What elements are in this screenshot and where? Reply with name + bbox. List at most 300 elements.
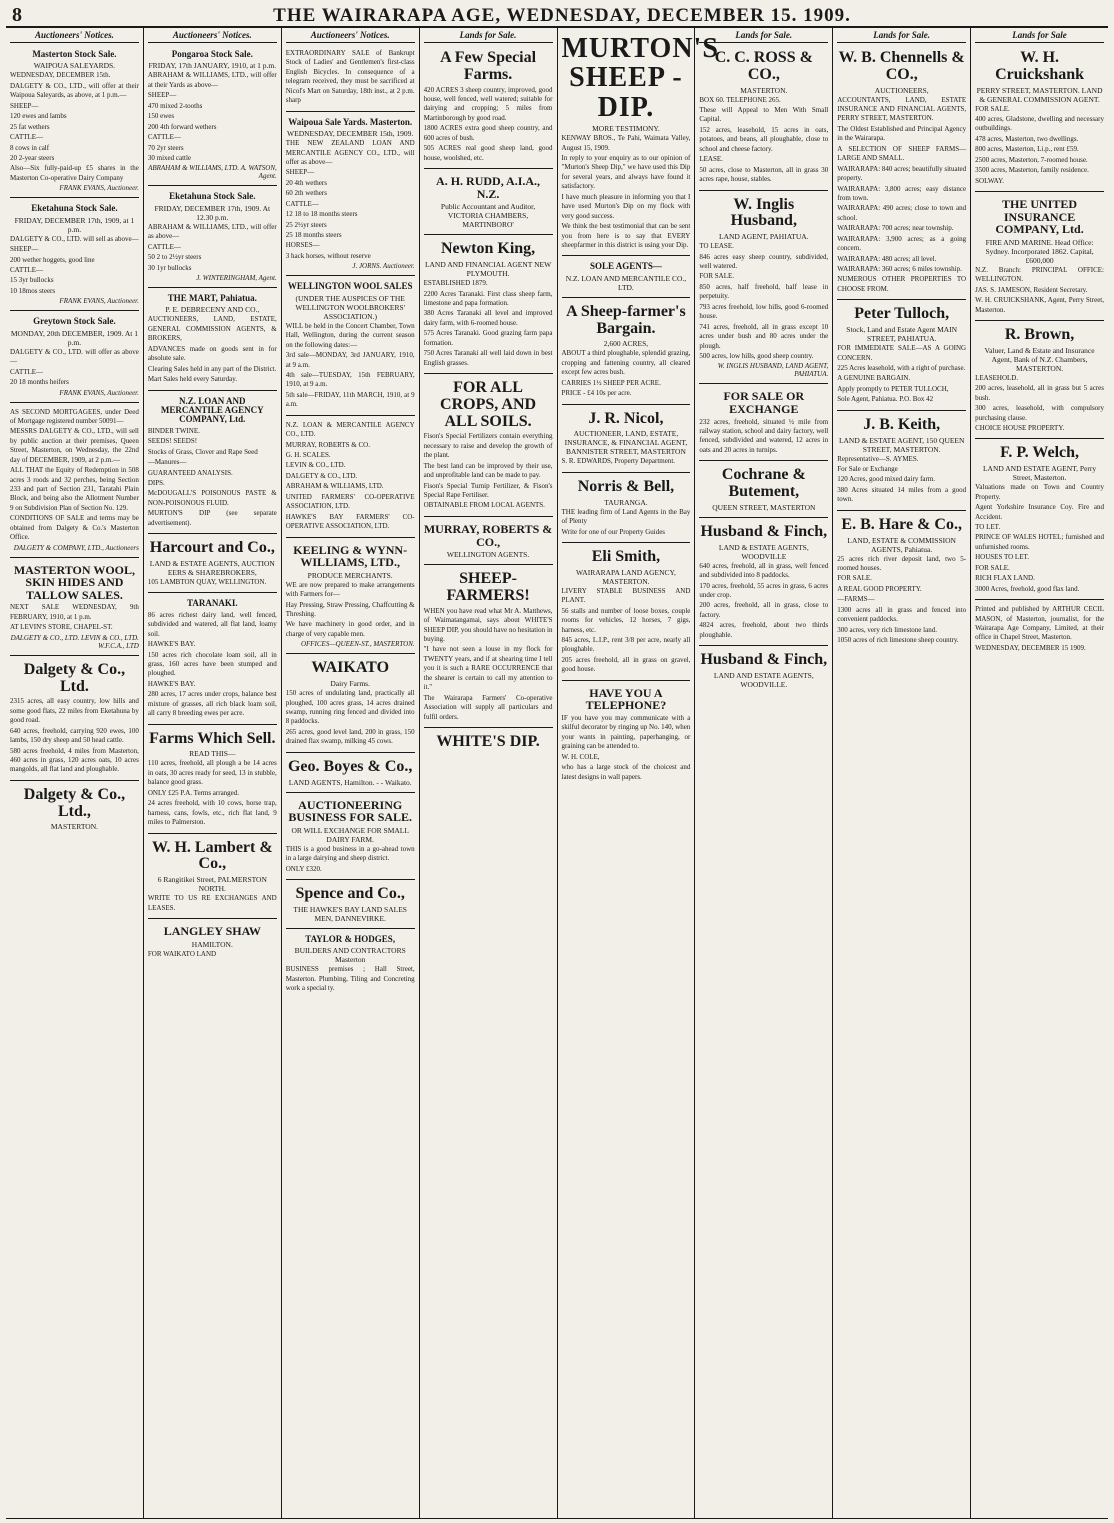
ad-text: 2315 acres, all easy country, low hills and some good flats, 22 miles from Eketahuna by good road. — [10, 697, 139, 725]
ad-text: A SELECTION OF SHEEP FARMS—LARGE AND SMALL. — [837, 144, 967, 163]
ad-text: Fison's Special Turnip Fertilizer, & Fison's Special Rape Fertiliser. — [423, 481, 553, 500]
ad-text: 3rd sale—MONDAY, 3rd JANUARY, 1910, at 9 a.m. — [285, 351, 415, 369]
ad-text: Mart Sales held every Saturday. — [147, 375, 238, 384]
ad-text: McDOUGALL'S POISONOUS PASTE & NON-POISONOUS FLUID. — [147, 489, 277, 507]
ad-text: RICH FLAX LAND. — [975, 574, 1035, 583]
ad-text: 152 acres, leasehold, 15 acres in oats, potatoes, and beans, all ploughable, close to school and cheese factory. — [699, 125, 829, 153]
advertisement — [975, 194, 1104, 321]
ad-text: These will Appeal to Men With Small Capital. — [699, 106, 829, 124]
advertisement — [286, 278, 415, 415]
ad-text: 120 ewes and lambs — [10, 112, 67, 121]
newspaper-title: THE WAIRARAPA AGE, WEDNESDAY, DECEMBER 15. 1909. — [273, 5, 851, 26]
column-8 — [971, 28, 1108, 1518]
ad-text: who has a large stock of the choicest and latest designs in wall papers. — [561, 763, 691, 781]
ad-title: SHEEP-FARMERS! — [446, 570, 530, 604]
ad-text: 150 acres of undulating land, practically all ploughed, 100 acres grass, 14 acres drained swamp, running ring fenced and divided into 8 paddocks. — [285, 689, 415, 726]
column-heading: Auctioneers' Notices. — [10, 30, 139, 43]
ad-text: 70 2yr steers — [147, 143, 184, 152]
advertisement — [286, 418, 415, 538]
ad-title: W. H. Cruickshank — [995, 49, 1085, 83]
advertisement — [837, 302, 966, 410]
ad-text: The Oldest Established and Principal Agency in the Wairarapa. — [837, 124, 967, 143]
ad-text: 150 acres rich chocolate loam soil, all in grass, 160 acres have been stumped and ploughed. — [147, 650, 277, 678]
ad-text: 2500 acres, Masterton, 7-roomed house. — [975, 155, 1088, 164]
advertisement — [10, 200, 139, 311]
ad-text: A GENUINE BARGAIN. — [837, 374, 911, 383]
ad-text: GUARANTEED ANALYSIS. — [147, 468, 233, 477]
ad-text: WEDNESDAY, DECEMBER 15th. — [10, 71, 111, 80]
ad-text: 1800 ACRES extra good sheep country, and 600 acres of bush. — [423, 124, 553, 142]
advertisement — [148, 727, 277, 834]
ad-text: 15 3yr bullocks — [10, 276, 54, 285]
ad-title: Farms Which Sell. — [149, 729, 276, 747]
ad-text: HAWKE'S BAY FARMERS' CO-OPERATIVE ASSOCIATION, LTD. — [285, 512, 415, 531]
ad-title: HAVE YOU A TELEPHONE? — [585, 685, 667, 713]
ad-text: —FARMS— — [837, 595, 875, 604]
advertisement — [699, 386, 828, 461]
ad-text: CATTLE— — [10, 266, 44, 274]
ad-signature: W. INGLIS HUSBAND, LAND AGENT, PAHIATUA. — [717, 362, 829, 379]
ad-text: 3000 Acres, freehold, good flax land. — [975, 584, 1080, 593]
ad-subtitle: HAMILTON. — [191, 939, 233, 949]
ad-title: Harcourt and Co., — [149, 539, 275, 557]
ad-text: CONDITIONS OF SALE and terms may be obtained from Dalgety & Co.'s Masterton Office. — [10, 514, 139, 542]
advertisement — [148, 836, 277, 919]
ad-text: CATTLE— — [147, 242, 181, 251]
advertisement — [699, 46, 828, 191]
ad-subtitle: QUEEN STREET, MASTERTON — [712, 502, 816, 512]
ad-text: G. H. SCALES. — [285, 451, 331, 459]
ad-text: In reply to your enquiry as to our opinion of "Murton's Sheep Dip," we have used this Dip for several years, and always have found it satisfactory. — [561, 154, 691, 191]
ad-text: 225 Acres leasehold, with a right of purchase. — [837, 364, 966, 373]
ad-subtitle: BUILDERS AND CONTRACTORS Masterton — [294, 946, 406, 965]
ad-title: Cochrane & Butement, — [721, 466, 806, 501]
advertisement — [562, 475, 691, 543]
ad-text: 750 Acres Taranaki all well laid down in best English grasses. — [423, 349, 553, 367]
ad-text: WE are now prepared to make arrangements with Farmers for— — [285, 580, 415, 599]
advertisement — [975, 602, 1104, 658]
column-7 — [833, 28, 971, 1518]
ad-subtitle: Stock, Land and Estate Agent MAIN STREET, PAHIATUA. — [846, 325, 958, 344]
ad-text: FOR WAIKATO LAND — [147, 949, 217, 958]
ad-text: HOUSES TO LET. — [975, 553, 1029, 562]
ad-signature: DALGETY & COMPANY, LTD., Auctioneers — [13, 543, 139, 552]
ad-text: ONLY £320. — [285, 864, 322, 873]
advertisement — [975, 46, 1104, 192]
ad-text: Agent Yorkshire Insurance Coy. Fire and Accident. — [975, 503, 1104, 521]
ad-text: Stocks of Grass, Clover and Rape Seed — [147, 447, 258, 456]
ad-text: Write for one of our Property Guides — [561, 527, 666, 536]
ad-text: BOX 60. TELEPHONE 265. — [699, 95, 781, 104]
ad-text: 8 cows in calf — [10, 143, 50, 152]
ad-subtitle: Valuer, Land & Estate and Insurance Agent, Bank of N.Z. Chambers, MASTERTON. — [984, 345, 1095, 373]
ad-title: E. B. Hare & Co., — [841, 515, 962, 533]
columns — [6, 28, 1108, 1519]
ad-text: FOR SALE. — [975, 104, 1010, 113]
ad-subtitle: AUCTIONEER, LAND, ESTATE, INSURANCE, & FINANCIAL AGENT, BANNISTER STREET, MASTERTON — [564, 429, 688, 457]
ad-text: 850 acres, half freehold, half lease in perpetuity. — [699, 282, 829, 301]
advertisement — [286, 656, 415, 752]
ad-text: AS SECOND MORTGAGEES, under Deed of Mortgage registered number 50091— — [10, 407, 139, 425]
ad-text: 2200 Acres Taranaki. First class sheep farm, limestone and papa formation. — [423, 289, 553, 307]
ad-title: FOR ALL CROPS, AND ALL SOILS. — [440, 379, 537, 430]
advertisement — [148, 595, 277, 724]
ad-subtitle: LAND & ESTATE AGENT, 150 QUEEN STREET, MASTERTON. — [838, 435, 965, 454]
ad-title: Norris & Bell, — [577, 477, 675, 495]
ad-subtitle: OR WILL EXCHANGE FOR SMALL DAIRY FARM. — [291, 825, 409, 844]
ad-text: Fison's Special Fertilizers contain everything necessary to raise and develop the growth of the plant. — [423, 432, 553, 460]
advertisement — [837, 413, 966, 511]
ad-text: CATTLE— — [147, 133, 181, 142]
advertisement — [424, 730, 553, 757]
ad-signature: DALGETY & CO., LTD. LEVIN & CO., LTD. W.F.C.A., LTD — [10, 633, 139, 650]
ad-text: SHEEP— — [285, 168, 315, 177]
ad-text: FOR IMMEDIATE SALE—AS A GOING CONCERN. — [837, 344, 967, 362]
ad-subtitle: READ THIS— — [189, 749, 236, 759]
ad-text: JAS. S. JAMESON, Resident Secretary. — [975, 285, 1088, 294]
ad-text: 4th sale—TUESDAY, 15th FEBRUARY, 1910, at 9 a.m. — [285, 370, 415, 389]
ad-text: 1300 acres all in grass and fenced into convenient paddocks. — [837, 605, 967, 624]
ad-text: TO LEASE. — [699, 242, 734, 251]
ad-title: Dalgety & Co., Ltd. — [23, 660, 126, 695]
ad-subtitle: AUCTIONEERS, — [874, 85, 929, 95]
advertisement — [10, 658, 139, 781]
advertisement — [424, 376, 553, 517]
ad-text: 800 acres, Masterton, Li.p., rent £59. — [975, 145, 1079, 154]
ad-subtitle: N.Z. LOAN AND MERCANTILE CO., LTD. — [565, 273, 687, 292]
column-heading: Auctioneers' Notices. — [286, 30, 415, 43]
ad-text: ABRAHAM & WILLIAMS, LTD. — [285, 482, 384, 491]
advertisement — [148, 188, 277, 288]
ad-text: 105 LAMBTON QUAY, WELLINGTON. — [147, 577, 267, 586]
advertisement — [148, 46, 277, 186]
ad-subtitle: MASTERTON. — [740, 85, 788, 95]
advertisement — [10, 46, 139, 198]
advertisement — [286, 931, 415, 999]
ad-text: FOR SALE. — [837, 574, 872, 583]
ad-text: I have much pleasure in informing you that I have used Murton's Dip on my flock with very good success. — [561, 192, 691, 220]
ad-text: 741 acres, freehold, all in grass except 10 acres under bush and 80 acres under the plough. — [699, 322, 829, 350]
ad-text: Also—Six fully-paid-up £5 shares in the Masterton Co-operative Dairy Company — [10, 164, 139, 182]
ad-text: MURRAY, ROBERTS & CO. — [285, 440, 370, 449]
ad-text: 25 acres rich river deposit land, two 5-roomed houses. — [837, 554, 967, 572]
ad-subtitle: LAND AGENT, PAHIATUA. — [719, 232, 809, 242]
ad-title: LANGLEY SHAW — [163, 924, 261, 938]
column-heading: Lands for Sale. — [424, 30, 553, 43]
ad-title: WAIKATO — [311, 659, 390, 677]
ad-text: 200 wether hoggets, good line — [10, 255, 95, 264]
ad-text: WILL be held in the Concert Chamber, Town Hall, Wellington, during the current season on the following dates:— — [285, 321, 415, 349]
ad-text: ALL THAT the Equity of Redemption in 508 acres 3 roods and 32 perches, being Section 233 and part of Section 231, Taratahi Plain Block, and being also the Allotment Number 9 on Subdivision Plan of Section No. 129. — [10, 466, 139, 512]
ad-title: J. R. Nicol, — [588, 409, 664, 427]
ad-text: ONLY £25 P.A. Terms arranged. — [147, 788, 240, 797]
advertisement — [148, 290, 277, 391]
advertisement — [562, 683, 691, 787]
ad-text: WRITE TO US RE EXCHANGES AND LEASES. — [147, 894, 277, 912]
ad-text: DALGETY & CO., LTD. will offer as above— — [10, 347, 139, 366]
ad-text: ADVANCES made on goods sent in for absolute sale. — [147, 344, 277, 363]
ad-subtitle: THE HAWKE'S BAY LAND SALES MEN, DANNEVIRKE. — [293, 904, 407, 923]
ad-text: CHOICE HOUSE PROPERTY. — [975, 424, 1065, 433]
ad-subtitle: Dairy Farms. — [330, 679, 370, 689]
column-1 — [6, 28, 144, 1518]
ad-text: PRINCE OF WALES HOTEL; furnished and unfurnished rooms. — [975, 533, 1104, 551]
ad-text: FOR SALE. — [975, 563, 1010, 572]
ad-title: Dalgety & Co., Ltd., — [23, 785, 126, 820]
column-2 — [144, 28, 282, 1518]
ad-subtitle: FRIDAY, 17th JANUARY, 1910, at 1 p.m. — [148, 61, 277, 71]
ad-subtitle: (UNDER THE AUSPICES OF THE WELLINGTON WOOLBROKERS' ASSOCIATION.) — [295, 293, 405, 321]
advertisement — [10, 313, 139, 402]
ad-subtitle: WAIPOUA SALEYARDS. — [33, 61, 116, 71]
ad-title: TAYLOR & HODGES, — [305, 933, 396, 944]
ad-text: THE leading firm of Land Agents in the Bay of Plenty — [561, 507, 691, 526]
ad-text: PRICE - £4 10s per acre. — [561, 389, 632, 398]
ad-title: A Few Special Farms. — [440, 49, 537, 83]
ad-text: ABOUT a third ploughable, splendid grazing, cropping and fattening country, all cleared except few acres bush. — [561, 349, 691, 377]
ad-text: DALGETY & CO., LTD. — [285, 471, 358, 480]
ad-title: Waipoua Sale Yards. Masterton. — [288, 116, 413, 127]
ad-title: N.Z. LOAN AND MERCANTILE AGENCY COMPANY, Ltd. — [160, 395, 264, 425]
ad-text: LIVERY STABLE BUSINESS AND PLANT. — [561, 586, 691, 605]
ad-title: Husband & Finch, — [700, 522, 828, 540]
ad-text: MESSRS DALGETY & CO., LTD., will sell by public auction at their premises, Queen Street, Masterton, on Wednesday, the 22nd day of DECEMBER, 1909, at 2 p.m.— — [10, 427, 139, 464]
ad-title: Eli Smith, — [591, 547, 661, 565]
ad-text: ACCOUNTANTS, LAND, ESTATE INSURANCE AND FINANCIAL AGENTS, PERRY STREET, MASTERTON. — [837, 95, 967, 123]
ad-text: 30 1yr bullocks — [147, 263, 192, 272]
ad-text: 640 acres, freehold, carrying 920 ewes, 100 lambs, 150 dry sheep and 50 head cattle. — [10, 726, 139, 745]
ad-subtitle: MORE TESTIMONY. — [592, 124, 660, 134]
ad-text: LEASEHOLD. — [975, 373, 1019, 382]
column-heading: Auctioneers' Notices. — [148, 30, 277, 43]
ad-text: OBTAINABLE FROM LOCAL AGENTS. — [423, 501, 545, 510]
ad-text: Apply promptly to PETER TULLOCH, — [837, 384, 949, 393]
ad-text: DALGETY & CO., LTD. will sell as above— — [10, 234, 139, 243]
advertisement — [148, 393, 277, 535]
advertisement — [975, 323, 1104, 439]
ad-text: 56 stalls and number of loose boxes, couple rooms for vehicles, 12 horses, 7 gigs, harness, etc. — [561, 606, 691, 634]
column-4 — [420, 28, 558, 1518]
ad-title: Spence and Co., — [295, 885, 405, 903]
ad-title: THE UNITED INSURANCE COMPANY, Ltd. — [995, 197, 1084, 237]
advertisement — [699, 648, 828, 694]
ad-text: WAIRARAPA: 3,900 acres; as a going concern. — [837, 234, 967, 253]
ad-subtitle: 2,600 ACRES, — [603, 339, 649, 349]
ad-text: ABRAHAM & WILLIAMS, LTD., will offer as above— — [147, 222, 277, 241]
ad-text: CARRIES 1½ SHEEP PER ACRE. — [561, 378, 661, 387]
ad-text: Hay Pressing, Straw Pressing, Chaffcutting & Threshing. — [285, 600, 415, 618]
ad-text: We have machinery in good order, and in charge of very capable men. — [285, 620, 415, 638]
ad-text: N.Z. Branch: PRINCIPAL OFFICE: WELLINGTON. — [975, 265, 1104, 284]
ad-subtitle: WAIRARAPA LAND AGENCY, MASTERTON. — [576, 567, 676, 586]
ad-text: HORSES— — [285, 241, 320, 250]
ad-text: 3500 acres, Masterton, family residence. — [975, 166, 1089, 175]
ad-subtitle: LAND, ESTATE & COMMISSION AGENTS, Pahiatua. — [847, 535, 956, 554]
ad-text: WAIRARAPA: 700 acres; near township. — [837, 224, 954, 233]
ad-signature: J. WINTERINGHAM, Agent. — [196, 274, 277, 282]
ad-text: 265 acres, good level land, 200 in grass, 150 drained flax swamp, milking 45 cows. — [285, 727, 415, 746]
advertisement — [148, 921, 277, 964]
advertisement — [837, 46, 966, 300]
ad-subtitle: PRODUCE MERCHANTS. — [307, 570, 393, 580]
ad-subtitle: LAND & ESTATE AGENTS, AUCTION EERS & SHAREBROKERS, — [149, 558, 275, 577]
advertisement — [10, 783, 139, 837]
ad-text: A REAL GOOD PROPERTY. — [837, 584, 922, 593]
ad-text: The Wairarapa Farmers' Co-operative Association will supply all particulars and fulfil orders. — [423, 693, 553, 721]
ad-subtitle: TAURANGA. — [604, 497, 648, 507]
ad-text: 25 18 months steers — [285, 231, 342, 239]
ad-text: NEXT SALE WEDNESDAY, 9th FEBRUARY, 1910, at 1 p.m. — [10, 603, 139, 621]
ad-title: MURTON'S SHEEP - DIP. — [561, 33, 719, 123]
ad-text: 200 acres, leasehold, all in grass but 5 acres bush. — [975, 384, 1104, 402]
ad-text: 170 acres, freehold, 55 acres in grass, 6 acres under crop. — [699, 581, 829, 600]
ad-text: SHEEP— — [10, 245, 39, 254]
ad-text: CATTLE— — [10, 133, 44, 142]
advertisement — [424, 237, 553, 374]
ad-text: DALGETY & CO., LTD., will offer at their Waipoua Saleyards, as above, at 1 p.m.— — [10, 81, 139, 100]
ad-text: Sole Agent, Pahiatua. P.O. Box 42 — [837, 395, 934, 404]
ad-text: 505 ACRES real good sheep land, good house, woolshed, etc. — [423, 144, 553, 162]
ad-text: 845 acres, L.I.P., rent 3/8 per acre, nearly all ploughable. — [561, 635, 691, 654]
ad-text: FOR SALE. — [699, 272, 734, 281]
ad-title: FOR SALE OR EXCHANGE — [723, 389, 805, 416]
ad-subtitle: LAND AND FINANCIAL AGENT NEW PLYMOUTH. — [424, 260, 552, 279]
ad-subtitle: LAND & ESTATE AGENTS, WOODVILLE — [718, 542, 809, 561]
advertisement — [699, 520, 828, 646]
ad-text: Valuations made on Town and Country Property. — [975, 483, 1104, 501]
ad-title: A. H. RUDD, A.I.A., N.Z. — [436, 174, 541, 201]
ad-text: Representative—S. AYMES. — [837, 454, 919, 463]
ad-title: WELLINGTON WOOL SALES — [287, 281, 413, 292]
ad-subtitle: LAND AGENTS, Hamilton. - - Waikato. — [288, 777, 412, 787]
ad-subtitle: MONDAY, 20th DECEMBER, 1909. At 1 p.m. — [10, 328, 138, 347]
ad-title: W. H. Lambert & Co., — [151, 838, 273, 873]
ad-text: CATTLE— — [10, 367, 44, 376]
ad-signature: J. JORNS. Auctioneer. — [352, 262, 415, 271]
page-number: 8 — [12, 4, 22, 26]
ad-text: ABRAHAM & WILLIAMS, LTD., will offer at their Yards as above— — [147, 71, 277, 89]
ad-text: We think the best testimonial that can be sent you from here is to say that EVERY sheepfarmer in this district is using your Dip. — [561, 222, 691, 249]
ad-text: KENWAY BROS., Te Pahi, Waimata Valley, August 15, 1909. — [561, 134, 691, 152]
ad-text: 420 ACRES 3 sheep country, improved, good house, well fenced, well watered; suitable for dairying and cropping; 5 miles from Martinborough by good road. — [423, 85, 553, 122]
ad-subtitle: FIRE AND MARINE. Head Office: Sydney. Incorporated 1862. Capital, £600,000 — [985, 237, 1094, 265]
ad-text: WAIRARAPA: 3,800 acres; easy distance from town. — [837, 184, 967, 202]
ad-text: EXTRAORDINARY SALE of Bankrupt Stock of Ladies' and Gentlemen's first-class English Bicycles. In consequence of a telegram received, they must be sacrificed at Nicol's Mart on Saturday, 18th inst., at 2 p.m. sharp — [285, 49, 415, 105]
ad-text: 25 fat wethers — [10, 122, 50, 131]
ad-text: 793 acres freehold, low hills, good 6-roomed house. — [699, 302, 829, 321]
ad-subtitle: WEDNESDAY, DECEMBER 15th, 1909. — [287, 129, 414, 139]
ad-text: HAWKE'S BAY. — [147, 640, 196, 649]
ad-title: Peter Tulloch, — [854, 305, 950, 323]
ad-title: THE MART, Pahiatua. — [167, 293, 257, 303]
ad-text: N.Z. LOAN & MERCANTILE AGENCY CO., LTD. — [285, 420, 415, 439]
advertisement — [562, 407, 691, 473]
ad-text: 380 Acres Taranaki all level and improved dairy farm, with 6-roomed house. — [423, 309, 553, 327]
ad-subtitle: 6 Rangitikei Street, PALMERSTON NORTH. — [157, 875, 267, 894]
advertisement — [424, 46, 553, 169]
ad-subtitle: PERRY STREET, MASTERTON. LAND & GENERAL COMMISSION AGENT. — [976, 85, 1103, 104]
ad-title: A Sheep-farmer's Bargain. — [566, 302, 686, 337]
ad-title: Eketahuna Stock Sale. — [169, 191, 256, 202]
ad-subtitle: Public Accountant and Auditor, VICTORIA CHAMBERS, MARTINBORO' — [440, 202, 536, 230]
ad-title: Pongaroa Stock Sale. — [171, 49, 253, 59]
ad-title: J. B. Keith, — [863, 415, 941, 433]
ad-text: —Manures— — [147, 458, 187, 467]
advertisement — [424, 171, 553, 235]
ad-text: AT LEVIN'S STORE, CHAPEL-ST. — [10, 623, 113, 632]
ad-text: 4824 acres, freehold, about two thirds ploughable. — [699, 621, 829, 639]
ad-text: THIS is a good business in a go-ahead town in a large dairying and sheep district. — [285, 844, 415, 863]
ad-title: KEELING & WYNN-WILLIAMS, LTD., — [293, 542, 408, 570]
ad-text: 25 2½yr steers — [285, 220, 327, 229]
ad-title: Masterton Stock Sale. — [32, 49, 117, 59]
advertisement — [10, 560, 139, 656]
ad-subtitle: LAND AND ESTATE AGENTS, WOODVILLE. — [713, 671, 814, 689]
ad-text: WAIRARAPA: 360 acres; 6 miles township. — [837, 265, 962, 274]
ad-subtitle: WELLINGTON AGENTS. — [446, 550, 530, 560]
advertisement — [148, 536, 277, 593]
ad-text: 10 18mos steers — [10, 286, 56, 295]
advertisement — [286, 755, 415, 793]
ad-text: 86 acres richest dairy land, well fenced, subdivided and watered, all flat land, loamy soil. — [147, 610, 277, 638]
ad-text: 200 4th forward wethers — [147, 122, 217, 131]
column-6 — [695, 28, 833, 1518]
ad-title: F. P. Welch, — [1000, 444, 1080, 462]
ad-subtitle: MASTERTON. — [50, 822, 98, 832]
advertisement — [699, 463, 828, 518]
ad-text: LEVIN & CO., LTD. — [285, 461, 346, 470]
ad-text: 200 acres, freehold, all in grass, close to factory. — [699, 601, 829, 619]
ad-text: ESTABLISHED 1879. — [423, 279, 488, 288]
ad-text: 280 acres, 17 acres under crops, balance best mixture of grasses, all rich black loam soil, all carry 8 breeding ewes per acre. — [147, 690, 277, 718]
ad-text: BUSINESS premises ; Hall Street, Masterton. Plumbing, Tiling and Concreting work a special ty. — [285, 965, 415, 993]
ad-text: SHEEP— — [147, 91, 177, 100]
ad-title: SOLE AGENTS— — [590, 261, 662, 272]
ad-text: THE NEW ZEALAND LOAN AND MERCANTILE AGENCY CO., LTD., will offer as above— — [285, 139, 415, 166]
advertisement — [286, 795, 415, 881]
ad-text: For Sale or Exchange — [837, 465, 898, 473]
ad-text: 50 2 to 2½yr steers — [147, 253, 202, 262]
column-heading: Lands for Sale. — [837, 30, 966, 43]
ad-text: 380 Acres situated 14 miles from a good town. — [837, 485, 967, 504]
ad-text: 30 mixed cattle — [147, 153, 192, 162]
ad-signature: OFFICES—QUEEN-ST., MASTERTON. — [300, 640, 415, 649]
ad-text: 3 hack horses, without reserve — [285, 251, 371, 260]
ad-signature: FRANK EVANS, Auctioneer. — [59, 184, 139, 193]
ad-text: LEASE. — [699, 155, 723, 164]
ad-text: AUCTIONEERS, LAND, ESTATE, GENERAL COMMISSION AGENTS, & BROKERS, — [147, 315, 277, 343]
ad-text: CATTLE— — [285, 199, 319, 208]
advertisement — [975, 441, 1104, 600]
ad-text: Printed and published by ARTHUR CECIL MASON, of Masterton, journalist, for the Wairarapa Age Company, Limited, at their office in Chapel Street, Masterton. — [975, 605, 1104, 642]
ad-text: 478 acres, Masterton, two dwellings. — [975, 134, 1079, 143]
ad-text: 110 acres, freehold, all plough a be 14 acres in oats, 30 acres ready for seed, 13 in stubble, balance good grass. — [147, 759, 277, 787]
column-heading: Lands for Sale. — [699, 30, 828, 43]
advertisement — [424, 567, 553, 728]
ad-text: 60 2th wethers — [285, 189, 327, 198]
ad-text: 150 ewes — [147, 112, 175, 121]
ad-title: AUCTIONEERING BUSINESS FOR SALE. — [288, 797, 413, 825]
ad-text: SEEDS! SEEDS! — [147, 437, 198, 446]
ad-title: W. Inglis Husband, — [730, 195, 797, 230]
ad-text: 20 18 months heifers — [10, 378, 69, 387]
ad-text: 300 acres, very rich limestone land. — [837, 625, 937, 634]
ad-subtitle: LAND AND ESTATE AGENT, Perry Street, Masterton. — [982, 464, 1097, 483]
advertisement — [286, 46, 415, 112]
ad-text: 205 acres freehold, all in grass on gravel, good house. — [561, 655, 691, 674]
ad-signature: FRANK EVANS, Auctioneer. — [59, 297, 139, 306]
ad-text: 580 acres freehold, 4 miles from Masterton, 460 acres in grass, 120 acres oats, 10 acres mangolds, all flat land and ploughable. — [10, 746, 139, 774]
